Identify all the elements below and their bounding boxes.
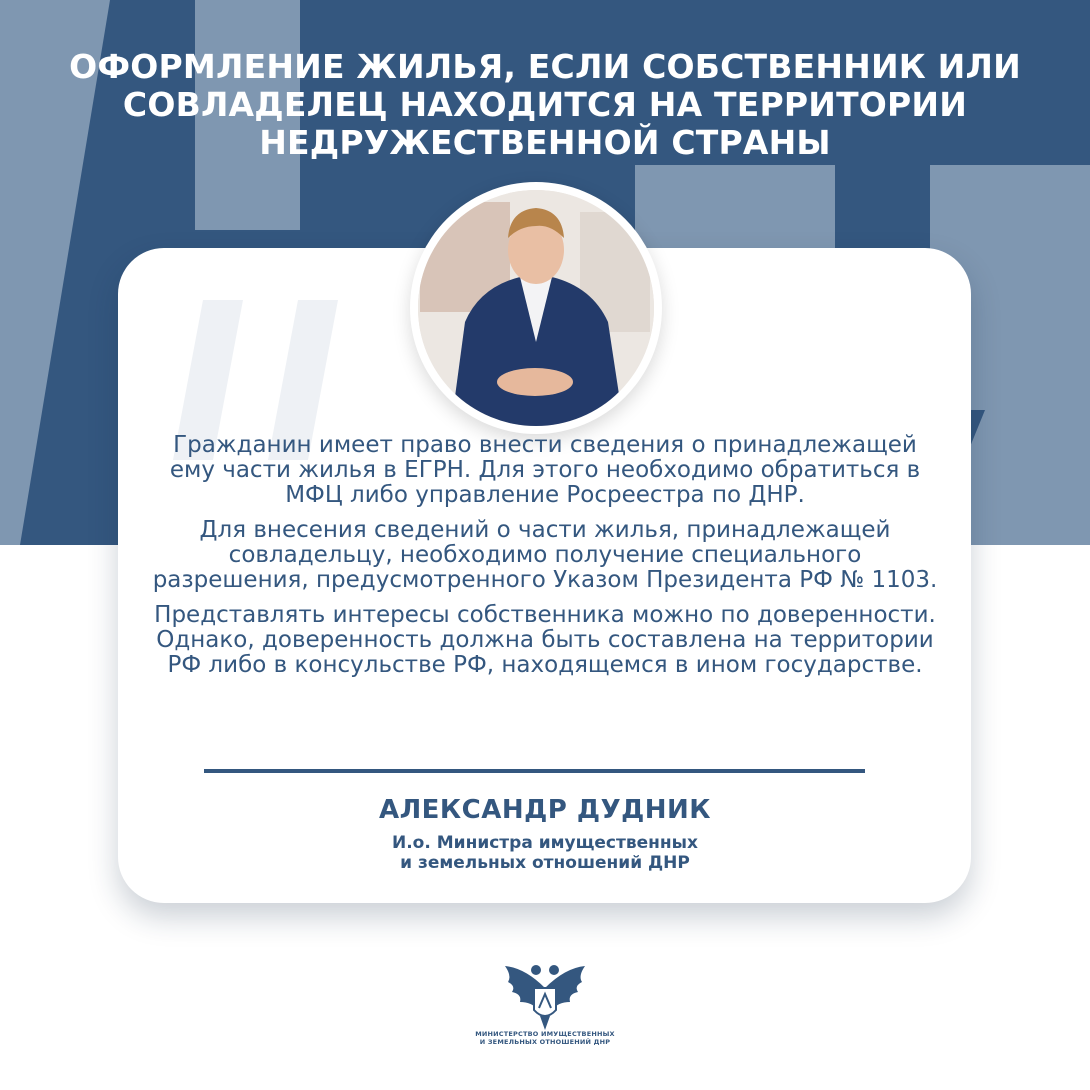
- ministry-caption: [445, 1030, 645, 1046]
- ministry-caption-line-1: МИНИСТЕРСТВО ИМУЩЕСТВЕННЫХ: [475, 1030, 615, 1038]
- quote-paragraph-3: Представлять интересы собственника можно по доверенности. Однако, доверенность должна быть составлена на территории РФ либо в консульстве РФ, находящемся в ином государстве.: [154, 602, 936, 678]
- eagle-emblem-icon: [500, 958, 590, 1032]
- author-photo: [410, 182, 662, 434]
- author-name: АЛЕКСАНДР ДУДНИК: [378, 795, 712, 825]
- quote-paragraph-2: Для внесения сведений о части жилья, принадлежащей совладельцу, необходимо получение специального разрешения, предусмотренного Указом Президента РФ № 1103.: [152, 517, 938, 593]
- page-title: ОФОРМЛЕНИЕ ЖИЛЬЯ, ЕСЛИ СОБСТВЕННИК ИЛИ СОВЛАДЕЛЕЦ НАХОДИТСЯ НА ТЕРРИТОРИИ НЕДРУЖЕСТВЕННОЙ СТРАНЫ: [69, 47, 1021, 162]
- quote-text: [150, 433, 940, 688]
- portrait-icon: [410, 182, 662, 434]
- author-role: [300, 833, 790, 873]
- author-role-line-1: И.о. Министра имущественных: [392, 833, 698, 853]
- ministry-caption-line-2: И ЗЕМЕЛЬНЫХ ОТНОШЕНИЙ ДНР: [479, 1038, 611, 1046]
- quote-paragraph-1: Гражданин имеет право внести сведения о принадлежащей ему части жилья в ЕГРН. Для этого необходимо обратиться в МФЦ либо управление Росреестра по ДНР.: [169, 432, 921, 508]
- author-role-line-2: и земельных отношений ДНР: [400, 853, 690, 873]
- divider: [204, 769, 865, 773]
